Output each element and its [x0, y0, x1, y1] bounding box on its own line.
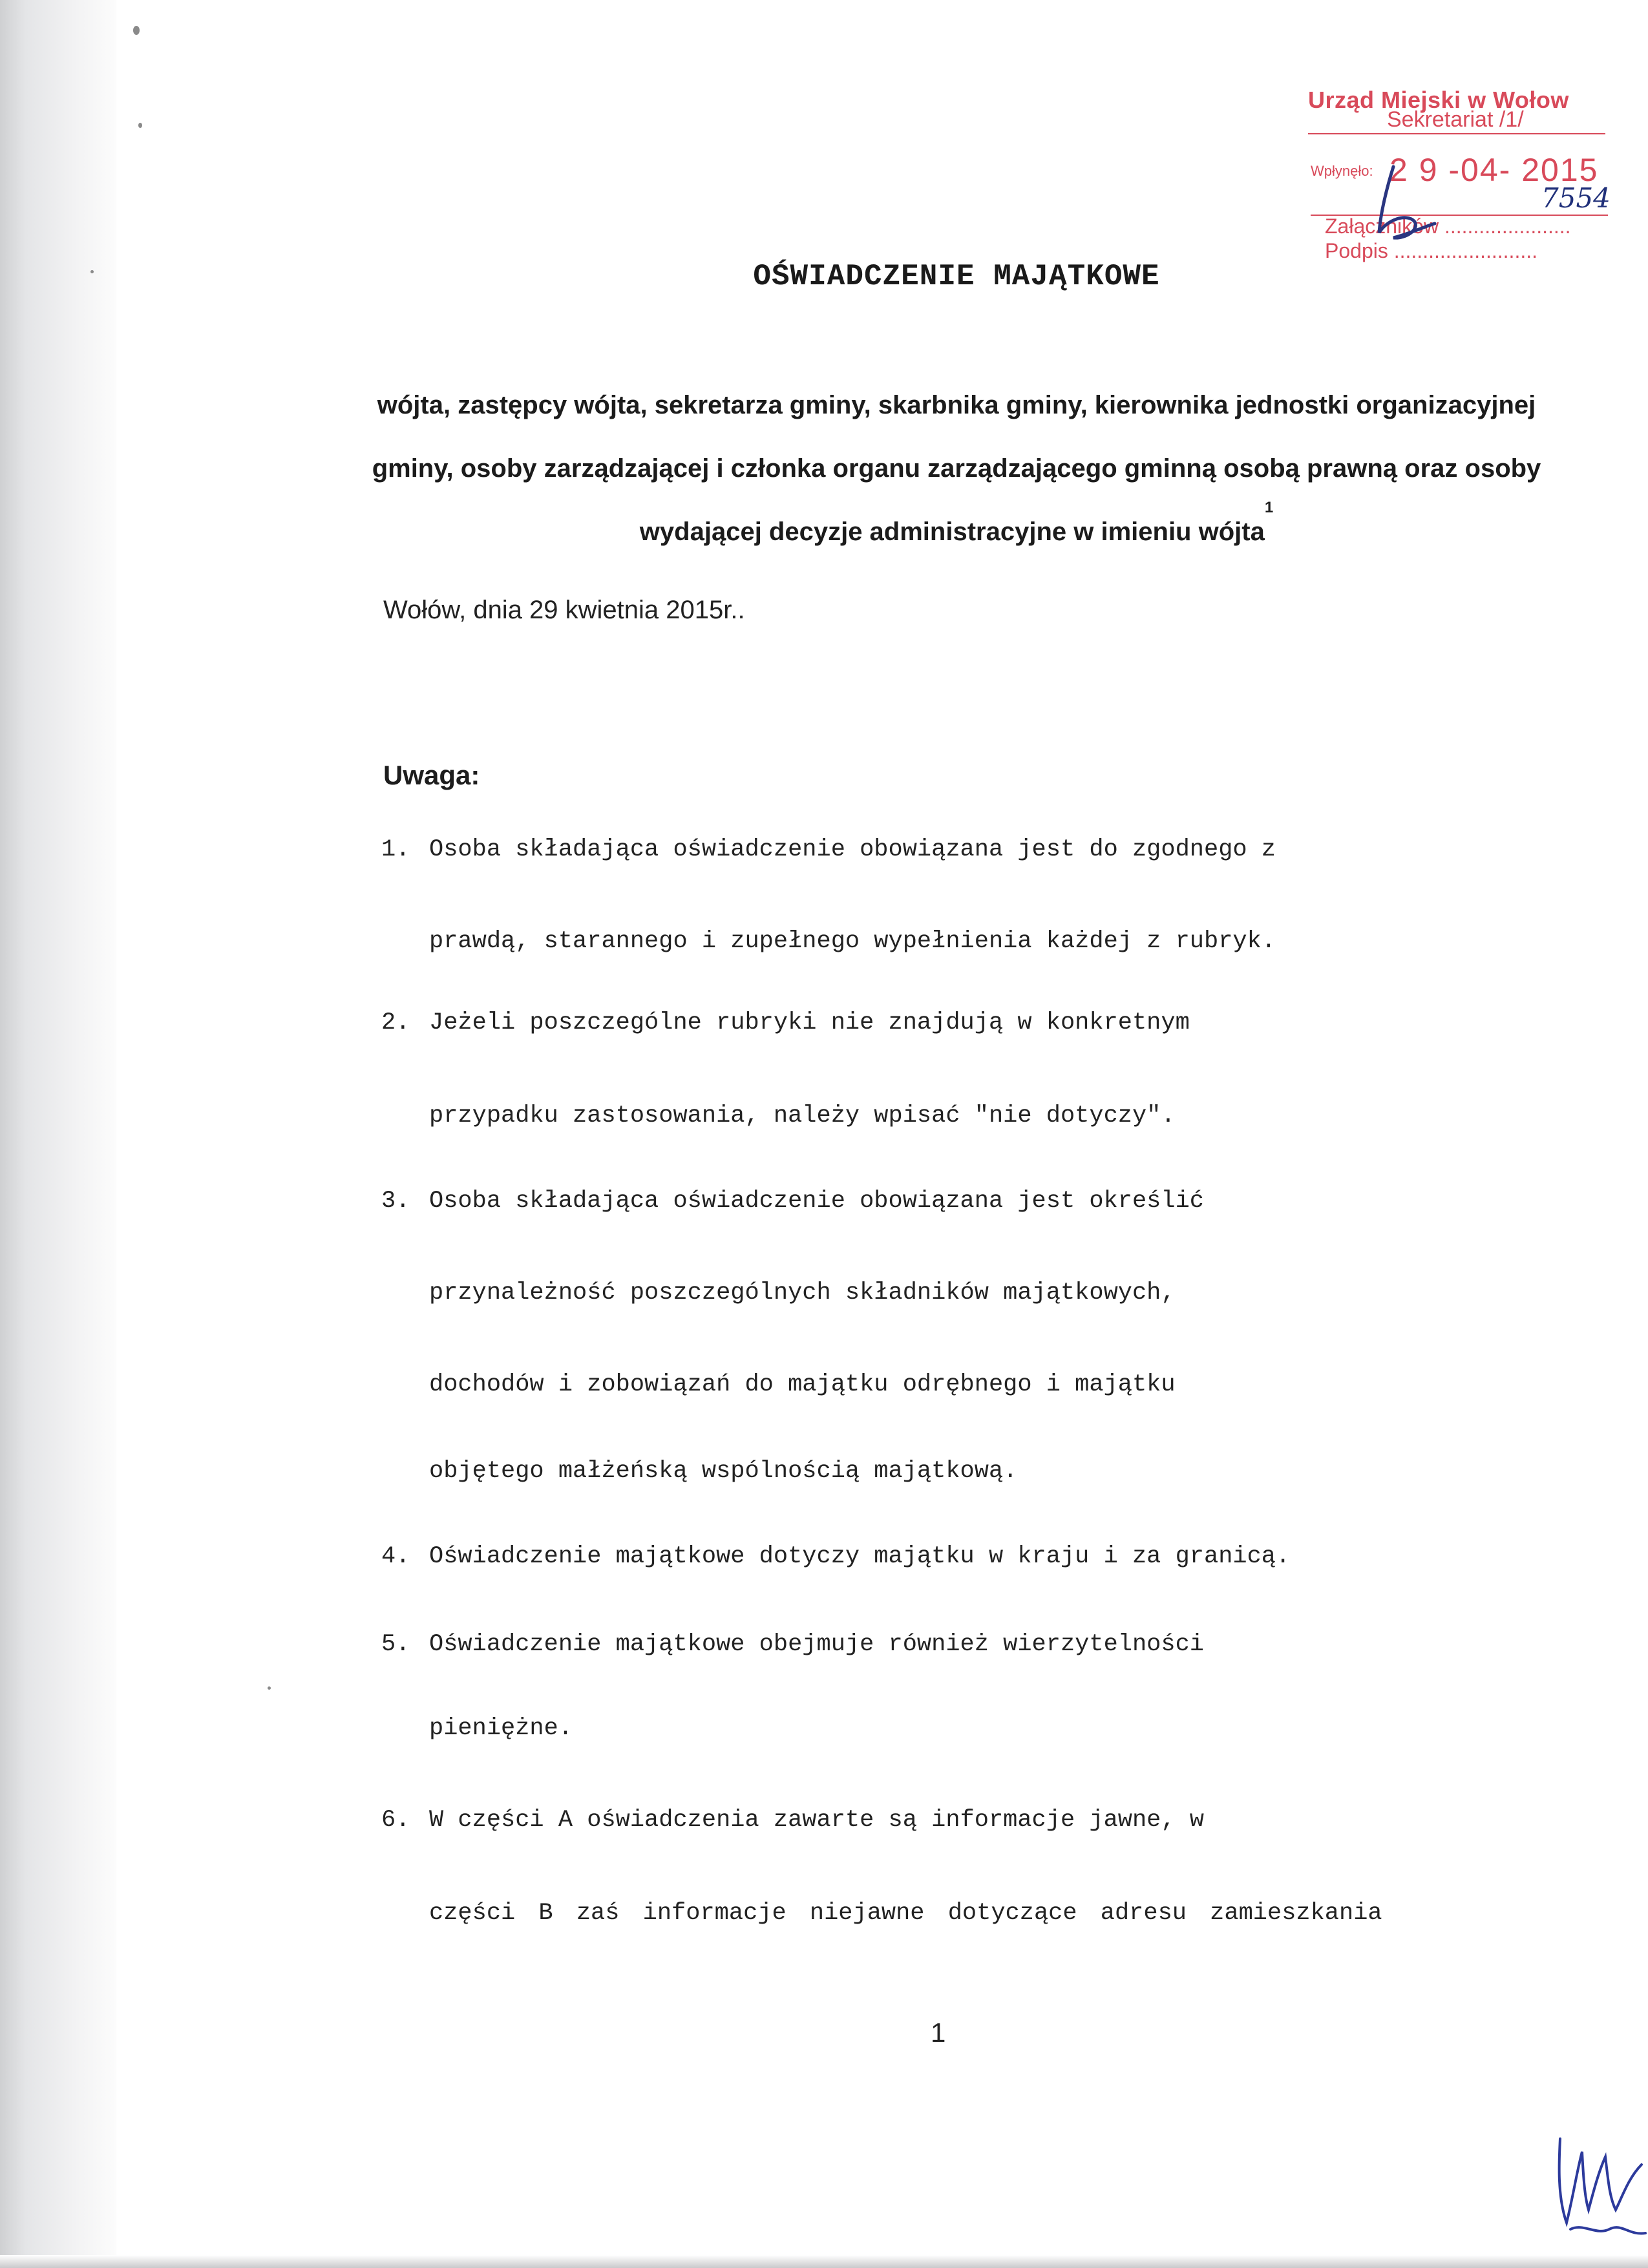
scan-margin — [0, 0, 116, 2268]
subtitle-footnote-marker: 1 — [1264, 499, 1274, 516]
place-and-date: Wołów, dnia 29 kwietnia 2015r.. — [383, 596, 745, 624]
stamp-received-date: 2 9 -04- 2015 — [1389, 152, 1599, 188]
stamp-signature-line: Podpis ......................... — [1325, 239, 1537, 262]
note-line: Oświadczenie majątkowe dotyczy majątku w kraju i za granicą. — [429, 1543, 1291, 1570]
scan-speck — [133, 26, 140, 35]
note-line: części B zaś informacje niejawne dotyczące adresu zamieszkania — [429, 1900, 1382, 1927]
handwritten-initial — [1368, 162, 1439, 246]
note-number: 4. — [381, 1543, 410, 1570]
note-number: 6. — [381, 1807, 410, 1834]
note-line: W części A oświadczenia zawarte są informacje jawne, w — [429, 1807, 1204, 1834]
scan-speck — [138, 123, 142, 128]
stamp-received-label: Wpłynęło: — [1311, 163, 1373, 179]
note-number: 1. — [381, 836, 410, 863]
document-subtitle — [362, 373, 1551, 563]
stamp-department: Sekretariat /1/ — [1387, 107, 1524, 132]
scan-speck — [268, 1686, 271, 1690]
note-line: prawdą, starannego i zupełnego wypełnienia każdej z rubryk. — [429, 928, 1276, 955]
note-line: przynależność poszczególnych składników majątkowych, — [429, 1279, 1176, 1307]
note-line: objętego małżeńską wspólnością majątkową. — [429, 1458, 1018, 1485]
subtitle-text: wójta, zastępcy wójta, sekretarza gminy, skarbnika gminy, kierownika jednostki organizacyjnej gminy, osoby zarządzającej i członka organu zarządzającego gminną osobą prawną oraz osoby wydającej decyzje administracyjne w imieniu wójta — [372, 391, 1541, 546]
note-line: Oświadczenie majątkowe obejmuje również wierzytelności — [429, 1631, 1204, 1658]
registry-stamp — [1299, 78, 1609, 271]
note-number: 5. — [381, 1631, 410, 1658]
note-heading: Uwaga: — [383, 760, 480, 790]
page-number: 1 — [931, 2017, 946, 2048]
document-title: OŚWIADCZENIE MAJĄTKOWE — [753, 260, 1160, 293]
scan-bottom-edge — [0, 2255, 1648, 2268]
note-line: Jeżeli poszczególne rubryki nie znajdują w konkretnym — [429, 1009, 1190, 1036]
note-line: Osoba składająca oświadczenie obowiązana jest do zgodnego z — [429, 836, 1276, 863]
stamp-registry-number: 7554 — [1541, 182, 1611, 214]
note-line: dochodów i zobowiązań do majątku odrębnego i majątku — [429, 1371, 1176, 1398]
note-number: 2. — [381, 1009, 410, 1036]
note-line: Osoba składająca oświadczenie obowiązana jest określić — [429, 1188, 1204, 1215]
stamp-office: Urząd Miejski w Wołow — [1308, 87, 1569, 113]
handwritten-signature — [1551, 2126, 1648, 2255]
note-number: 3. — [381, 1188, 410, 1215]
stamp-attachments: Załączników ...................... — [1325, 215, 1571, 238]
note-line: przypadku zastosowania, należy wpisać "nie dotyczy". — [429, 1102, 1176, 1129]
note-line: pieniężne. — [429, 1715, 573, 1742]
stamp-divider — [1308, 133, 1605, 134]
